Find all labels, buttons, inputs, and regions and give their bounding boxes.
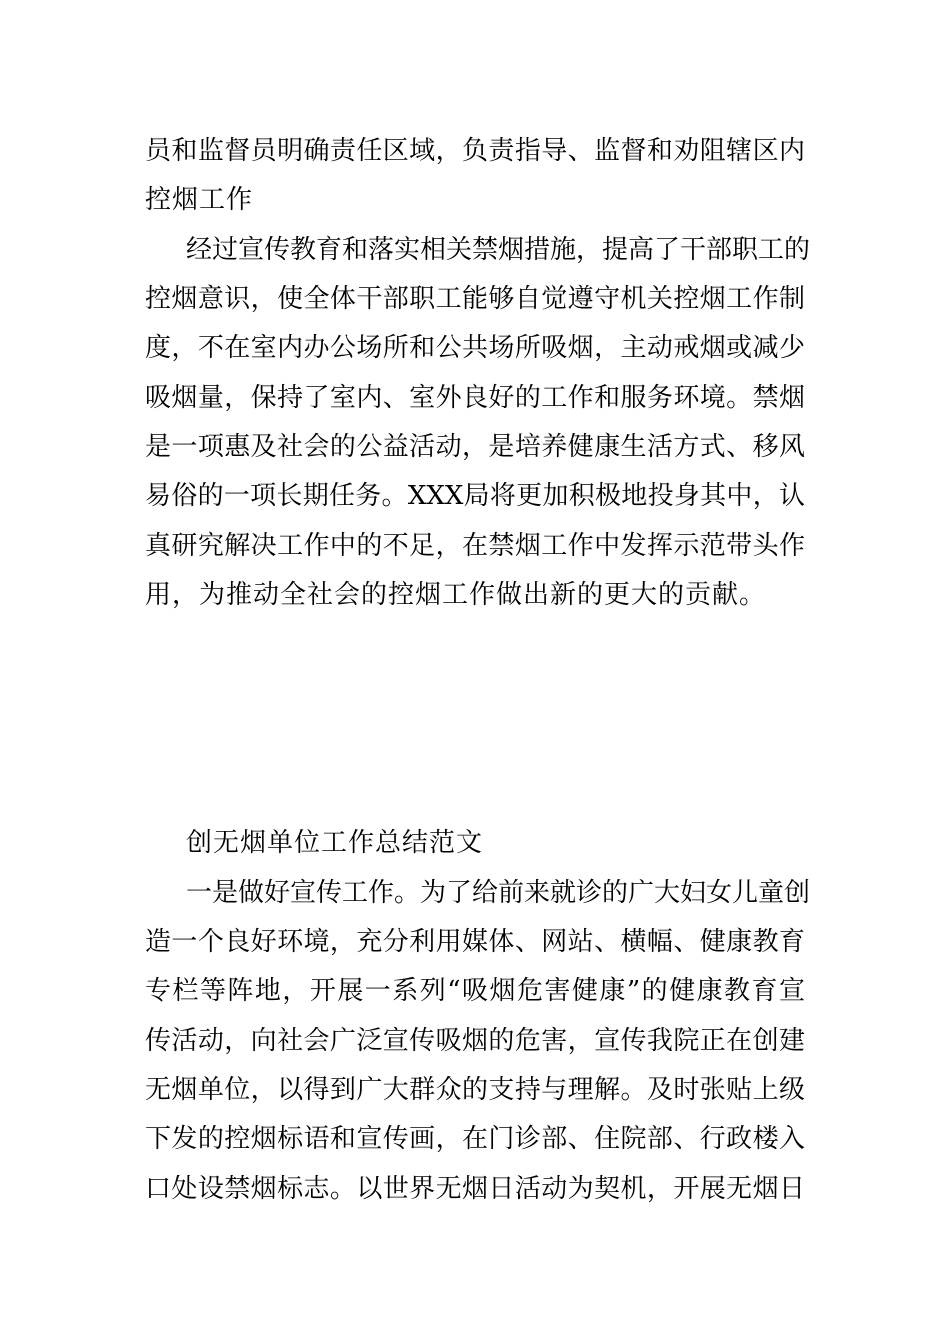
body-text-line: 口处设禁烟标志。以世界无烟日活动为契机，开展无烟日: [145, 1174, 805, 1204]
paragraph-first-line: 一是做好宣传工作。为了给前来就诊的广大妇女儿童创: [186, 878, 811, 908]
body-text-line: 易俗的一项长期任务。XXX局将更加积极地投身其中，认: [145, 481, 805, 511]
body-text-line: 员和监督员明确责任区域，负责指导、监督和劝阻辖区内: [145, 136, 805, 166]
body-text-line: 造一个良好环境，充分利用媒体、网站、横幅、健康教育: [145, 927, 805, 957]
body-text-line: 吸烟量，保持了室内、室外良好的工作和服务环境。禁烟: [145, 383, 805, 413]
section-title: 创无烟单位工作总结范文: [186, 828, 484, 858]
body-text-line: 用，为推动全社会的控烟工作做出新的更大的贡献。: [145, 580, 767, 610]
body-text-line: 度，不在室内办公场所和公共场所吸烟，主动戒烟或减少: [145, 333, 805, 363]
body-text-line: 传活动，向社会广泛宣传吸烟的危害，宣传我院正在创建: [145, 1026, 805, 1056]
paragraph-first-line: 经过宣传教育和落实相关禁烟措施，提高了干部职工的: [186, 235, 811, 265]
body-text-line: 控烟工作: [145, 185, 254, 215]
body-text-line: 无烟单位，以得到广大群众的支持与理解。及时张贴上级: [145, 1075, 805, 1105]
body-text-line: 下发的控烟标语和宣传画，在门诊部、住院部、行政楼入: [145, 1124, 805, 1154]
body-text-line: 是一项惠及社会的公益活动，是培养健康生活方式、移风: [145, 432, 805, 462]
body-text-line: 专栏等阵地，开展一系列“吸烟危害健康”的健康教育宣: [145, 976, 805, 1006]
body-text-line: 真研究解决工作中的不足，在禁烟工作中发挥示范带头作: [145, 531, 805, 561]
body-text-line: 控烟意识，使全体干部职工能够自觉遵守机关控烟工作制: [145, 284, 805, 314]
